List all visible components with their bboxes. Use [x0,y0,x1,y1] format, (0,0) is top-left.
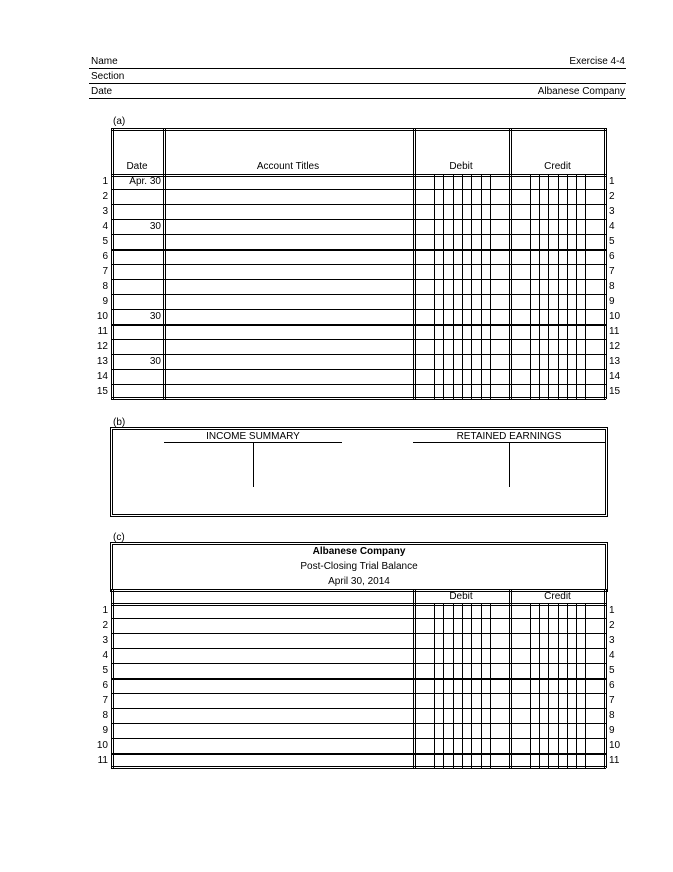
account-title-cell[interactable] [116,649,411,662]
amount-column-rule [530,174,531,399]
trial-balance-company: Albanese Company [312,546,406,557]
row-number-left: 5 [102,236,108,247]
date-line[interactable] [89,98,626,99]
amount-column-rule [434,174,435,399]
account-title-cell[interactable] [166,265,412,278]
amount-column-rule [443,174,444,399]
part-c-label: (c) [113,532,125,543]
amount-column-rule [558,603,559,768]
col-header-account-titles: Account Titles [256,161,320,172]
row-number-left: 12 [96,341,108,352]
row-number-left: 6 [102,251,108,262]
date-label: Date [91,86,113,97]
amount-column-rule [453,174,454,399]
row-number-left: 1 [102,605,108,616]
row-number-right: 8 [609,281,615,292]
amount-column-rule [548,174,549,399]
row-number-right: 7 [609,266,615,277]
account-title-cell[interactable] [116,694,411,707]
amount-column-rule [576,174,577,399]
income-summary-divider [253,442,254,487]
table-bottom-border [111,399,606,400]
account-title-cell[interactable] [166,355,412,368]
amount-column-rule [567,174,568,399]
row-number-left: 8 [102,710,108,721]
row-number-right: 11 [609,755,620,766]
table-right-border [606,128,607,399]
account-title-cell[interactable] [166,205,412,218]
row-number-left: 2 [102,620,108,631]
amount-column-rule [539,603,540,768]
table-top-border [111,589,606,590]
row-number-right: 1 [609,176,615,187]
account-title-cell[interactable] [166,370,412,383]
retained-earnings-title: RETAINED EARNINGS [456,431,562,442]
row-number-left: 4 [102,650,108,661]
row-number-left: 11 [97,755,108,766]
row-number-right: 3 [609,635,615,646]
company-name: Albanese Company [537,86,625,97]
account-title-cell[interactable] [166,220,412,233]
account-title-cell[interactable] [166,325,412,338]
account-title-cell[interactable] [166,340,412,353]
row-number-right: 14 [609,371,621,382]
amount-column-rule [471,603,472,768]
row-number-left: 5 [102,665,108,676]
trial-balance-date: April 30, 2014 [328,576,390,587]
account-title-cell[interactable] [166,385,412,398]
amount-column-rule [539,174,540,399]
row-number-right: 12 [609,341,621,352]
row-number-right: 11 [609,326,620,337]
row-number-left: 8 [102,281,108,292]
date-cell[interactable]: 30 [149,221,161,232]
amount-column-rule [481,174,482,399]
date-cell[interactable]: 30 [149,311,161,322]
part-a-label: (a) [113,116,126,127]
row-number-left: 4 [102,221,108,232]
account-title-cell[interactable] [166,190,412,203]
row-number-left: 14 [96,371,108,382]
amount-column-rule [471,174,472,399]
amount-column-rule [567,603,568,768]
col-header-credit: Credit [544,591,571,602]
retained-earnings-divider [509,442,510,487]
table-top-border-inner [111,130,606,131]
amount-column-rule [576,603,577,768]
row-number-left: 3 [102,206,108,217]
row-number-right: 5 [609,236,615,247]
amount-column-rule [462,603,463,768]
amount-column-rule [453,603,454,768]
row-number-right: 3 [609,206,615,217]
table-right-border [606,589,607,768]
part-b-label: (b) [113,417,126,428]
row-number-left: 10 [96,740,108,751]
col-header-credit: Credit [544,161,571,172]
account-title-cell[interactable] [116,754,411,767]
amount-column-rule [585,603,586,768]
row-number-right: 8 [609,710,615,721]
row-number-left: 7 [102,695,108,706]
row-number-left: 10 [96,311,108,322]
row-number-left: 11 [97,326,108,337]
account-title-cell[interactable] [116,739,411,752]
account-title-cell[interactable] [116,709,411,722]
amount-column-rule [585,174,586,399]
row-number-right: 10 [609,311,621,322]
row-number-left: 13 [96,356,108,367]
row-number-right: 10 [609,740,621,751]
col-header-debit: Debit [449,591,473,602]
amount-column-rule [490,174,491,399]
amount-column-rule [558,174,559,399]
amount-column-rule [530,603,531,768]
name-line[interactable] [89,68,626,69]
row-number-right: 13 [609,356,621,367]
account-title-cell[interactable] [116,619,411,632]
row-number-right: 9 [609,725,615,736]
date-cell[interactable]: 30 [149,356,161,367]
name-label: Name [91,56,118,67]
account-title-cell[interactable] [116,604,411,617]
trial-balance-statement: Post-Closing Trial Balance [300,561,418,572]
row-number-left: 9 [102,725,108,736]
amount-column-rule [548,603,549,768]
row-number-left: 9 [102,296,108,307]
row-number-right: 9 [609,296,615,307]
row-number-left: 2 [102,191,108,202]
account-title-cell[interactable] [116,664,411,677]
account-title-cell[interactable] [166,280,412,293]
account-title-cell[interactable] [166,310,412,323]
row-number-left: 1 [102,176,108,187]
row-number-left: 3 [102,635,108,646]
date-cell[interactable]: Apr. 30 [129,176,161,187]
account-title-cell[interactable] [166,235,412,248]
account-title-cell[interactable] [116,679,411,692]
row-number-right: 1 [609,605,615,616]
col-header-date: Date [126,161,148,172]
table-bottom-border [111,768,606,769]
row-number-right: 5 [609,665,615,676]
account-title-cell[interactable] [166,250,412,263]
income-summary-title: INCOME SUMMARY [206,431,300,442]
account-title-cell[interactable] [116,634,411,647]
section-line[interactable] [89,83,626,84]
row-number-left: 6 [102,680,108,691]
section-label: Section [91,71,125,82]
amount-column-rule [434,603,435,768]
row-number-left: 15 [96,386,108,397]
account-title-cell[interactable] [166,295,412,308]
row-number-right: 15 [609,386,621,397]
amount-column-rule [462,174,463,399]
row-number-right: 7 [609,695,615,706]
table-top-border [111,128,606,129]
account-title-cell[interactable] [166,175,412,188]
row-number-right: 2 [609,191,615,202]
row-number-right: 4 [609,221,615,232]
amount-column-rule [490,603,491,768]
account-title-cell[interactable] [116,724,411,737]
exercise-number: Exercise 4-4 [569,56,625,67]
row-number-right: 6 [609,680,615,691]
row-number-right: 4 [609,650,615,661]
row-number-left: 7 [102,266,108,277]
amount-column-rule [443,603,444,768]
col-header-debit: Debit [449,161,473,172]
row-number-right: 2 [609,620,615,631]
row-number-right: 6 [609,251,615,262]
amount-column-rule [481,603,482,768]
